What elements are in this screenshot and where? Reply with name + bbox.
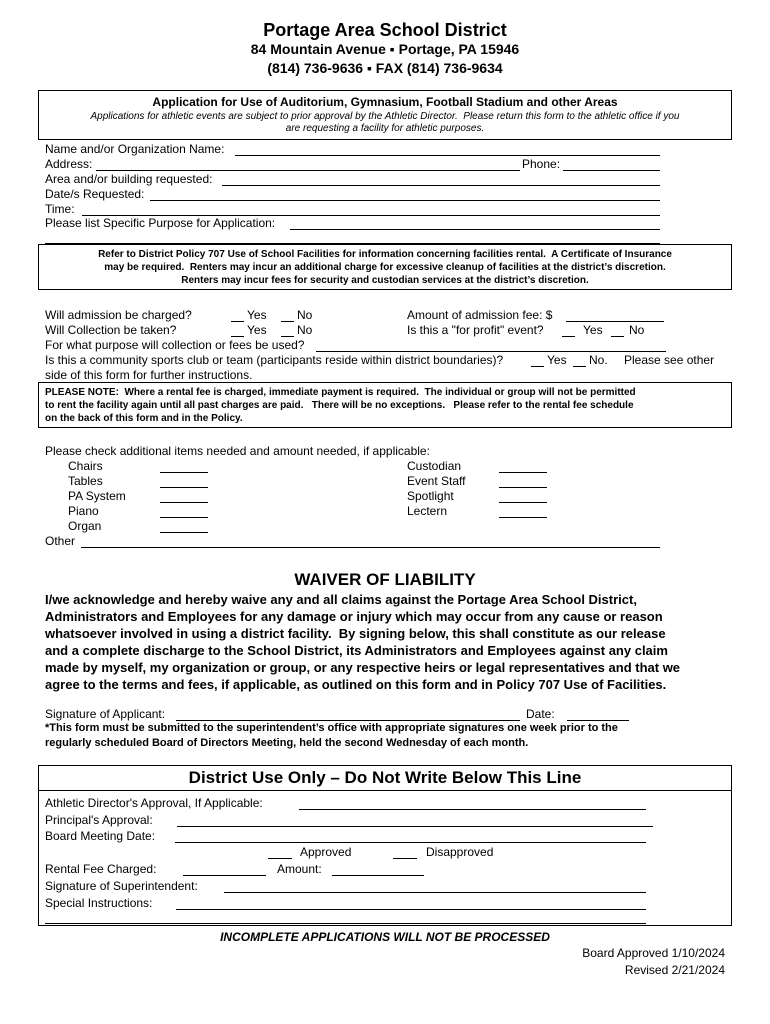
profit-yes-blank[interactable] (562, 336, 575, 337)
item-pa-system-field[interactable] (160, 502, 208, 503)
item-chairs: Chairs (68, 459, 103, 473)
approved-blank[interactable] (268, 858, 292, 859)
item-lectern-field[interactable] (499, 517, 547, 518)
item-tables: Tables (68, 474, 103, 488)
item-other-field[interactable] (81, 547, 660, 548)
community-no-blank[interactable] (573, 366, 586, 367)
district-address: 84 Mountain Avenue ▪ Portage, PA 15946 (250, 41, 520, 57)
collection-question: Will Collection be taken? (45, 323, 177, 337)
applicant-date-field[interactable] (567, 720, 629, 721)
address-field[interactable] (96, 170, 520, 171)
superintendent-signature-field[interactable] (224, 892, 646, 893)
waiver-line2: Administrators and Employees for any damage or injury which may occur from any cause or reason (45, 609, 663, 624)
community-yes-label: Yes (547, 353, 567, 367)
special-instructions-field[interactable] (176, 909, 646, 910)
admission-question: Will admission be charged? (45, 308, 192, 322)
collection-purpose-question: For what purpose will collection or fees be used? (45, 338, 305, 352)
item-event-staff: Event Staff (407, 474, 466, 488)
submission-note-line2: regularly scheduled Board of Directors Meeting, held the second Wednesday of each month. (45, 737, 529, 749)
ad-approval-label: Athletic Director's Approval, If Applicable: (45, 796, 263, 810)
policy-line2: may be required. Renters may incur an additional charge for excessive cleanup of facilities at the district’s discretion. (104, 262, 666, 273)
item-custodian-field[interactable] (499, 472, 547, 473)
special-instructions-label: Special Instructions: (45, 896, 153, 910)
waiver-line5: made by myself, my organization or group, or any respective heirs or legal representatives and that we (45, 660, 681, 675)
ad-approval-field[interactable] (299, 809, 646, 810)
item-tables-field[interactable] (160, 487, 208, 488)
community-yes-blank[interactable] (531, 366, 544, 367)
profit-yes-label: Yes (583, 323, 603, 337)
org-name-label: Name and/or Organization Name: (45, 142, 225, 156)
time-label: Time: (45, 202, 75, 216)
amount-label: Amount: (277, 862, 322, 876)
area-field[interactable] (222, 185, 660, 186)
dates-label: Date/s Requested: (45, 187, 145, 201)
item-piano-field[interactable] (160, 517, 208, 518)
submission-note-line1: *This form must be submitted to the superintendent’s office with appropriate signatures one week prior to the (45, 722, 618, 734)
board-date-field[interactable] (175, 842, 646, 843)
policy-line3: Renters may incur fees for security and custodian services at the district’s discretion. (181, 275, 589, 286)
disapproved-label: Disapproved (426, 845, 494, 859)
applicant-date-label: Date: (526, 707, 555, 721)
collection-purpose-field[interactable] (316, 351, 666, 352)
item-chairs-field[interactable] (160, 472, 208, 473)
item-organ: Organ (68, 519, 102, 533)
waiver-title: WAIVER OF LIABILITY (294, 570, 476, 589)
waiver-line6: agree to the terms and fees, if applicable, as outlined on this form and in Policy 707 Use of Facilities. (45, 677, 667, 692)
application-title: Application for Use of Auditorium, Gymnasium, Football Stadium and other Areas (152, 95, 618, 109)
amount-field[interactable] (332, 875, 424, 876)
board-date-label: Board Meeting Date: (45, 829, 156, 843)
district-phone: (814) 736-9636 ▪ FAX (814) 736-9634 (267, 60, 503, 76)
item-event-staff-field[interactable] (499, 487, 547, 488)
collection-yes-label: Yes (247, 323, 267, 337)
admission-fee-field[interactable] (566, 321, 664, 322)
admission-yes-label: Yes (247, 308, 267, 322)
item-organ-field[interactable] (160, 532, 208, 533)
athletic-note-line1: Applications for athletic events are subject to prior approval by the Athletic Director. Please return this form to the athletic office if you (90, 111, 680, 122)
superintendent-signature-label: Signature of Superintendent: (45, 879, 198, 893)
incomplete-notice: INCOMPLETE APPLICATIONS WILL NOT BE PROCESSED (220, 930, 550, 944)
admission-yes-blank[interactable] (231, 321, 244, 322)
item-spotlight: Spotlight (407, 489, 454, 503)
principal-approval-label: Principal's Approval: (45, 813, 153, 827)
purpose-label: Please list Specific Purpose for Application: (45, 216, 276, 230)
org-name-field[interactable] (235, 155, 660, 156)
collection-yes-blank[interactable] (231, 336, 244, 337)
items-intro: Please check additional items needed and amount needed, if applicable: (45, 444, 430, 458)
admission-no-label: No (297, 308, 313, 322)
notice-line1: PLEASE NOTE: Where a rental fee is charged, immediate payment is required. The individual or group will not be permitted (45, 387, 636, 398)
approved-label: Approved (300, 845, 352, 859)
profit-no-blank[interactable] (611, 336, 624, 337)
athletic-note-line2: are requesting a facility for athletic purposes. (285, 123, 485, 134)
special-instructions-line2[interactable] (45, 923, 646, 924)
rental-fee-field[interactable] (183, 875, 266, 876)
admission-no-blank[interactable] (281, 321, 294, 322)
community-no-label: No. (589, 353, 608, 367)
item-custodian: Custodian (407, 459, 462, 473)
district-use-title: District Use Only – Do Not Write Below This Line (188, 768, 582, 787)
waiver-line1: I/we acknowledge and hereby waive any and all claims against the Portage Area School District, (45, 592, 637, 607)
item-lectern: Lectern (407, 504, 448, 518)
community-see-other: Please see other (624, 353, 715, 367)
applicant-signature-label: Signature of Applicant: (45, 707, 166, 721)
waiver-line3: whatsoever involved in using a district facility. By signing below, this shall constitute as our release (45, 626, 666, 641)
item-pa-system: PA System (68, 489, 126, 503)
rental-fee-label: Rental Fee Charged: (45, 862, 157, 876)
policy-line1: Refer to District Policy 707 Use of School Facilities for information concerning facilities rental. A Certificate of Insurance (98, 249, 672, 260)
notice-line2: to rent the facility again until all past charges are paid. There will be no exceptions. Please refer to the rental fee schedule (45, 400, 634, 411)
community-question: Is this a community sports club or team (participants reside within district boundaries)? (45, 353, 504, 367)
purpose-field[interactable] (290, 229, 660, 230)
item-piano: Piano (68, 504, 99, 518)
disapproved-blank[interactable] (393, 858, 417, 859)
district-name: Portage Area School District (263, 20, 507, 40)
principal-approval-field[interactable] (177, 826, 653, 827)
collection-no-blank[interactable] (281, 336, 294, 337)
phone-label: Phone: (522, 157, 561, 171)
applicant-signature-field[interactable] (176, 720, 520, 721)
revised-date: Revised 2/21/2024 (624, 963, 725, 977)
address-label: Address: (45, 157, 93, 171)
collection-no-label: No (297, 323, 313, 337)
waiver-line4: and a complete discharge to the School District, its Administrators and Employees against any claim (45, 643, 668, 658)
item-spotlight-field[interactable] (499, 502, 547, 503)
area-label: Area and/or building requested: (45, 172, 213, 186)
profit-question: Is this a "for profit" event? (407, 323, 544, 337)
admission-fee-label: Amount of admission fee: $ (407, 308, 553, 322)
notice-line3: on the back of this form and in the Policy. (45, 413, 243, 424)
item-other-label: Other (45, 534, 76, 548)
dates-field[interactable] (150, 200, 660, 201)
phone-field[interactable] (563, 170, 660, 171)
board-approved-date: Board Approved 1/10/2024 (582, 946, 725, 960)
community-instructions: side of this form for further instructions. (45, 368, 253, 382)
profit-no-label: No (629, 323, 645, 337)
